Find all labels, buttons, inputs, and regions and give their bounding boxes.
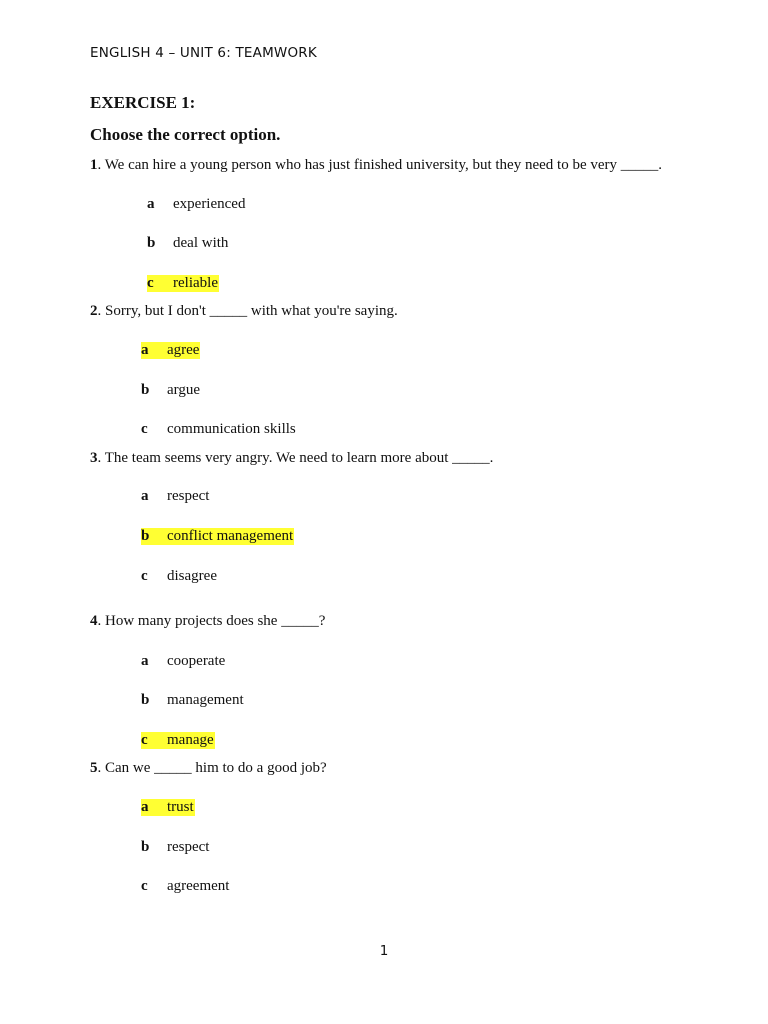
option-letter: b — [141, 692, 150, 708]
exercise-instruction: Choose the correct option. — [90, 125, 281, 144]
option-5a-highlighted — [141, 799, 195, 816]
option-3b-highlighted — [141, 528, 294, 545]
option-text: cooperate — [167, 653, 226, 669]
question-text: . Can we _____ him to do a good job? — [97, 760, 327, 776]
option-text: argue — [167, 382, 201, 398]
page-number: 1 — [379, 943, 389, 959]
option-letter: a — [147, 196, 155, 212]
question-text: . Sorry, but I don't _____ with what you're saying. — [97, 303, 398, 319]
option-letter: a — [141, 799, 149, 815]
option-text: respect — [167, 488, 210, 504]
option-4a — [141, 653, 225, 670]
question-5 — [90, 760, 327, 777]
option-letter: c — [141, 421, 148, 437]
option-letter: b — [141, 382, 150, 398]
option-text: respect — [167, 839, 210, 855]
option-text: conflict management — [167, 528, 294, 544]
option-letter: b — [141, 528, 150, 544]
option-1a — [147, 196, 245, 213]
option-text: trust — [167, 799, 194, 815]
option-text: management — [167, 692, 244, 708]
option-letter: a — [141, 488, 149, 504]
option-letter: c — [141, 878, 148, 894]
question-text: . How many projects does she _____? — [97, 613, 326, 629]
option-4b — [141, 692, 244, 709]
option-2c — [141, 421, 296, 438]
question-4 — [90, 613, 325, 630]
question-text: . We can hire a young person who has just finished university, but they need to be very _____. — [97, 157, 663, 173]
option-3a — [141, 488, 209, 505]
option-1c-highlighted — [147, 275, 219, 292]
option-text: disagree — [167, 568, 217, 584]
option-3c — [141, 568, 217, 585]
question-2 — [90, 303, 398, 320]
option-letter: b — [147, 235, 156, 251]
option-letter: c — [147, 275, 154, 291]
option-text: reliable — [173, 275, 218, 291]
exercise-title: EXERCISE 1: — [90, 93, 196, 112]
option-letter: a — [141, 653, 149, 669]
option-1b — [147, 235, 228, 252]
option-text: manage — [167, 732, 214, 748]
question-number: 5 — [90, 760, 98, 776]
option-2b — [141, 382, 200, 399]
option-text: agreement — [167, 878, 230, 894]
document-header: ENGLISH 4 – UNIT 6: TEAMWORK — [90, 45, 317, 61]
question-number: 3 — [90, 450, 98, 466]
option-letter: c — [141, 568, 148, 584]
option-letter: a — [141, 342, 149, 358]
option-letter: c — [141, 732, 148, 748]
option-2a-highlighted — [141, 342, 200, 359]
option-text: communication skills — [167, 421, 296, 437]
question-text: . The team seems very angry. We need to learn more about _____. — [97, 450, 494, 466]
question-1 — [90, 157, 662, 174]
option-5b — [141, 839, 209, 856]
question-3 — [90, 450, 493, 467]
question-number: 2 — [90, 303, 98, 319]
option-text: experienced — [173, 196, 246, 212]
option-text: deal with — [173, 235, 229, 251]
option-4c-highlighted — [141, 732, 215, 749]
question-number: 4 — [90, 613, 98, 629]
option-letter: b — [141, 839, 150, 855]
option-text: agree — [167, 342, 200, 358]
question-number: 1 — [90, 157, 98, 173]
option-5c — [141, 878, 229, 895]
